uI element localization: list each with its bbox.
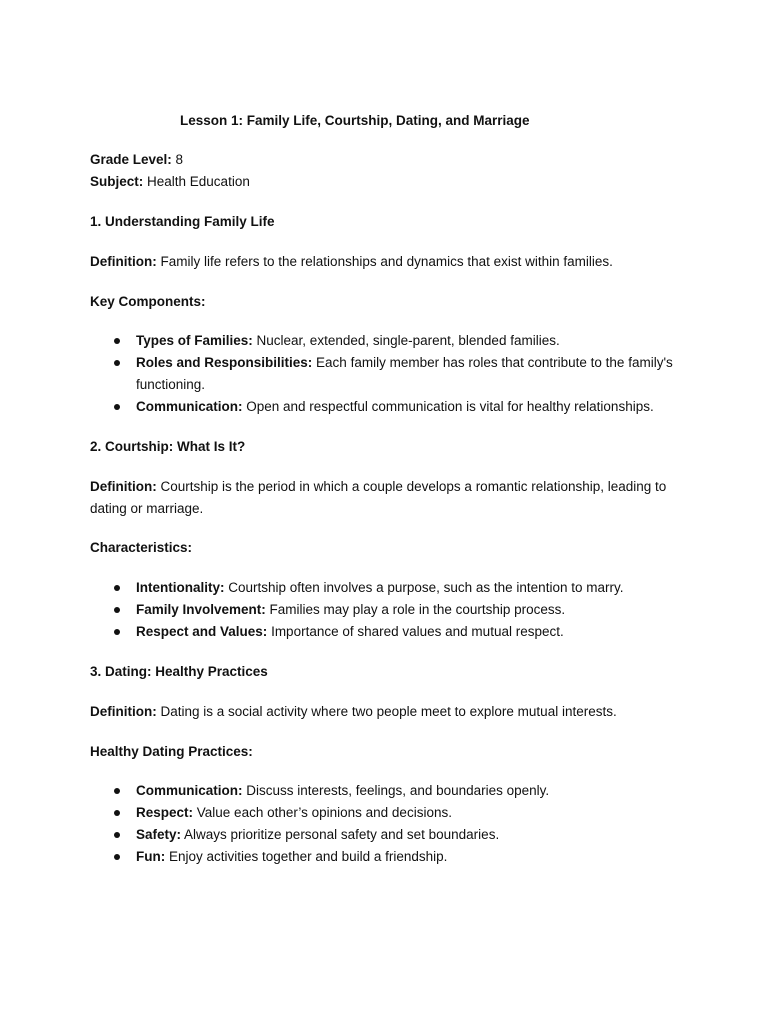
list-item-text: Nuclear, extended, single-parent, blended families. [252,333,560,348]
list-item-text: Courtship often involves a purpose, such as the intention to marry. [224,580,624,595]
bullet-icon [114,360,120,366]
section-1-heading: 1. Understanding Family Life [90,214,275,229]
subject-line [90,173,250,191]
bullet-icon [114,854,120,860]
bullet-icon [114,788,120,794]
list-item-label: Intentionality: [136,580,225,595]
grade-level-label: Grade Level: [90,152,172,167]
subject-value: Health Education [143,174,250,189]
page-title: Lesson 1: Family Life, Courtship, Dating, and Marriage [180,113,530,128]
section-1-definition [90,253,613,271]
list-item [136,780,696,802]
list-item-text: Open and respectful communication is vital for healthy relationships. [242,399,654,414]
list-item-label: Respect and Values: [136,624,268,639]
bullet-icon [114,607,120,613]
bullet-icon [114,832,120,838]
definition-label: Definition: [90,704,157,719]
list-item [136,824,696,846]
list-item-text: Importance of shared values and mutual respect. [267,624,564,639]
section-2-definition [90,476,680,520]
subject-label: Subject: [90,174,144,189]
grade-level-value: 8 [171,152,184,167]
definition-text: Family life refers to the relationships and dynamics that exist within families. [156,254,613,269]
list-item [136,330,696,352]
bullet-icon [114,810,120,816]
bullet-icon [114,629,120,635]
list-item-label: Roles and Responsibilities: [136,355,313,370]
bullet-icon [114,338,120,344]
list-item-label: Respect: [136,805,194,820]
list-item-label: Communication: [136,783,243,798]
section-3-heading: 3. Dating: Healthy Practices [90,664,268,679]
list-item-label: Family Involvement: [136,602,266,617]
section-3-definition [90,703,617,721]
list-item-label: Fun: [136,849,166,864]
list-item-text: Always prioritize personal safety and set boundaries. [181,827,500,842]
grade-level-line [90,151,183,169]
list-item-text: Families may play a role in the courtship process. [265,602,566,617]
section-1-subheading: Key Components: [90,294,206,309]
list-item [136,621,696,643]
section-2-heading: 2. Courtship: What Is It? [90,439,246,454]
list-item-label: Communication: [136,399,243,414]
list-item-text: Each family member has roles that contribute to the family's functioning. [136,355,673,392]
list-item [136,577,696,599]
definition-label: Definition: [90,254,157,269]
list-item [136,352,681,396]
list-item [136,846,696,868]
section-3-subheading: Healthy Dating Practices: [90,744,253,759]
list-item [136,802,696,824]
list-item [136,396,696,418]
definition-label: Definition: [90,479,157,494]
bullet-icon [114,404,120,410]
definition-text: Dating is a social activity where two people meet to explore mutual interests. [156,704,617,719]
list-item-text: Discuss interests, feelings, and boundaries openly. [242,783,550,798]
section-2-subheading: Characteristics: [90,540,193,555]
list-item-label: Types of Families: [136,333,253,348]
definition-text: Courtship is the period in which a couple develops a romantic relationship, leading to dating or marriage. [90,479,667,516]
bullet-icon [114,585,120,591]
list-item-text: Enjoy activities together and build a friendship. [165,849,448,864]
list-item-label: Safety: [136,827,182,842]
list-item-text: Value each other’s opinions and decisions. [193,805,452,820]
list-item [136,599,696,621]
